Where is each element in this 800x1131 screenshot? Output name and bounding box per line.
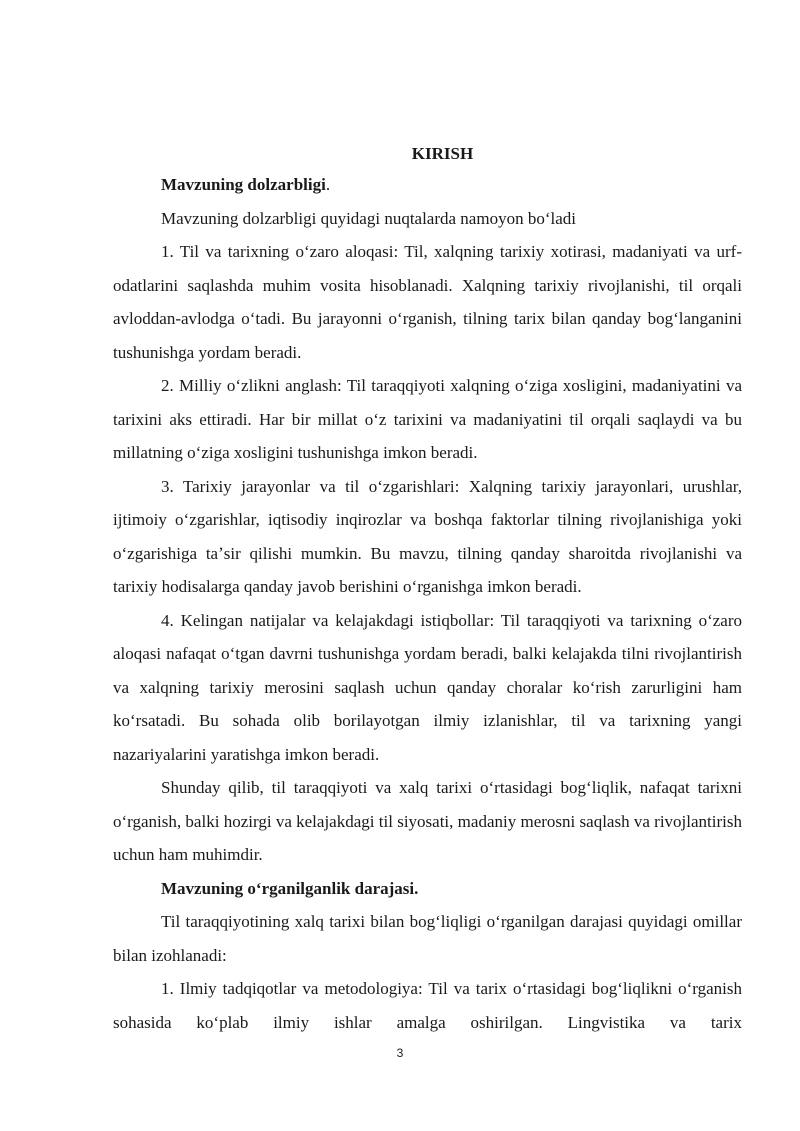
- paragraph-point-3: 3. Tarixiy jarayonlar va til oʻzgarishlari: Xalqning tarixiy jarayonlari, urushlar, ijtimoiy oʻzgarishlar, iqtisodiy inqirozlar va boshqa faktorlar tilning rivojlanishiga yoki oʻzgarishiga taʼsir qilishi mumkin. Bu mavzu, tilning qanday sharoitda rivojlanishi va tarixiy hodisalarga qanday javob berishini oʻrganishga imkon beradi.: [113, 476, 742, 596]
- paragraph-conclusion: Shunday qilib, til taraqqiyoti va xalq tarixi oʻrtasidagi bogʻliqlik, nafaqat tarixni oʻrganish, balki hozirgi va kelajakdagi til siyosati, madaniy merosni saqlash va rivojlantirish uchun ham muhimdir.: [113, 778, 742, 864]
- section-heading-relevance: [113, 168, 742, 202]
- paragraph-point-2: 2. Milliy oʻzlikni anglash: Til taraqqiyoti xalqning oʻziga xosligini, madaniyatini va tarixini aks ettiradi. Har bir millat oʻz tarixini va madaniyatini til orqali saqlaydi va bu millatning oʻziga xosligini tushunishga imkon beradi.: [113, 376, 742, 462]
- document-page: [113, 140, 742, 1039]
- paragraph-point-4: 4. Kelingan natijalar va kelajakdagi istiqbollar: Til taraqqiyoti va tarixning oʻzaro aloqasi nafaqat oʻtgan davrni tushunishga yordam beradi, balki kelajakda tilni rivojlantirish va xalqning tarixiy merosini saqlash uchun qanday choralar koʻrish zarurligini ham koʻrsatadi. Bu sohada olib borilayotgan ilmiy izlanishlar, til va tarixning yangi nazariyalarini yaratishga imkon beradi.: [113, 610, 742, 764]
- paragraph-study-point-1: 1. Ilmiy tadqiqotlar va metodologiya: Til va tarix oʻrtasidagi bogʻliqlikni oʻrganish sohasida koʻplab ilmiy ishlar amalga oshirilgan. Lingvistika va tarix: [113, 979, 742, 1032]
- heading-relevance-text: Mavzuning dolzarbligi: [161, 175, 326, 194]
- paragraph-point-1: 1. Til va tarixning oʻzaro aloqasi: Til, xalqning tarixiy xotirasi, madaniyati va urf-odatlarini saqlashda muhim vosita hisoblanadi. Xalqning tarixiy rivojlanishi, til orqali avloddan-avlodga oʻtadi. Bu jarayonni oʻrganish, tilning tarix bilan qanday bogʻlanganini tushunishga yordam beradi.: [113, 242, 742, 362]
- paragraph-study-intro: Til taraqqiyotining xalq tarixi bilan bogʻliqligi oʻrganilgan darajasi quyidagi omillar bilan izohlanadi:: [113, 912, 742, 965]
- section-heading-study: Mavzuning oʻrganilganlik darajasi.: [161, 878, 419, 898]
- document-title: KIRISH: [411, 144, 474, 163]
- paragraph-intro: Mavzuning dolzarbligi quyidagi nuqtalarda namoyon boʻladi: [161, 208, 576, 228]
- page-number: 3: [396, 1046, 404, 1060]
- heading-relevance-dot: .: [325, 175, 331, 194]
